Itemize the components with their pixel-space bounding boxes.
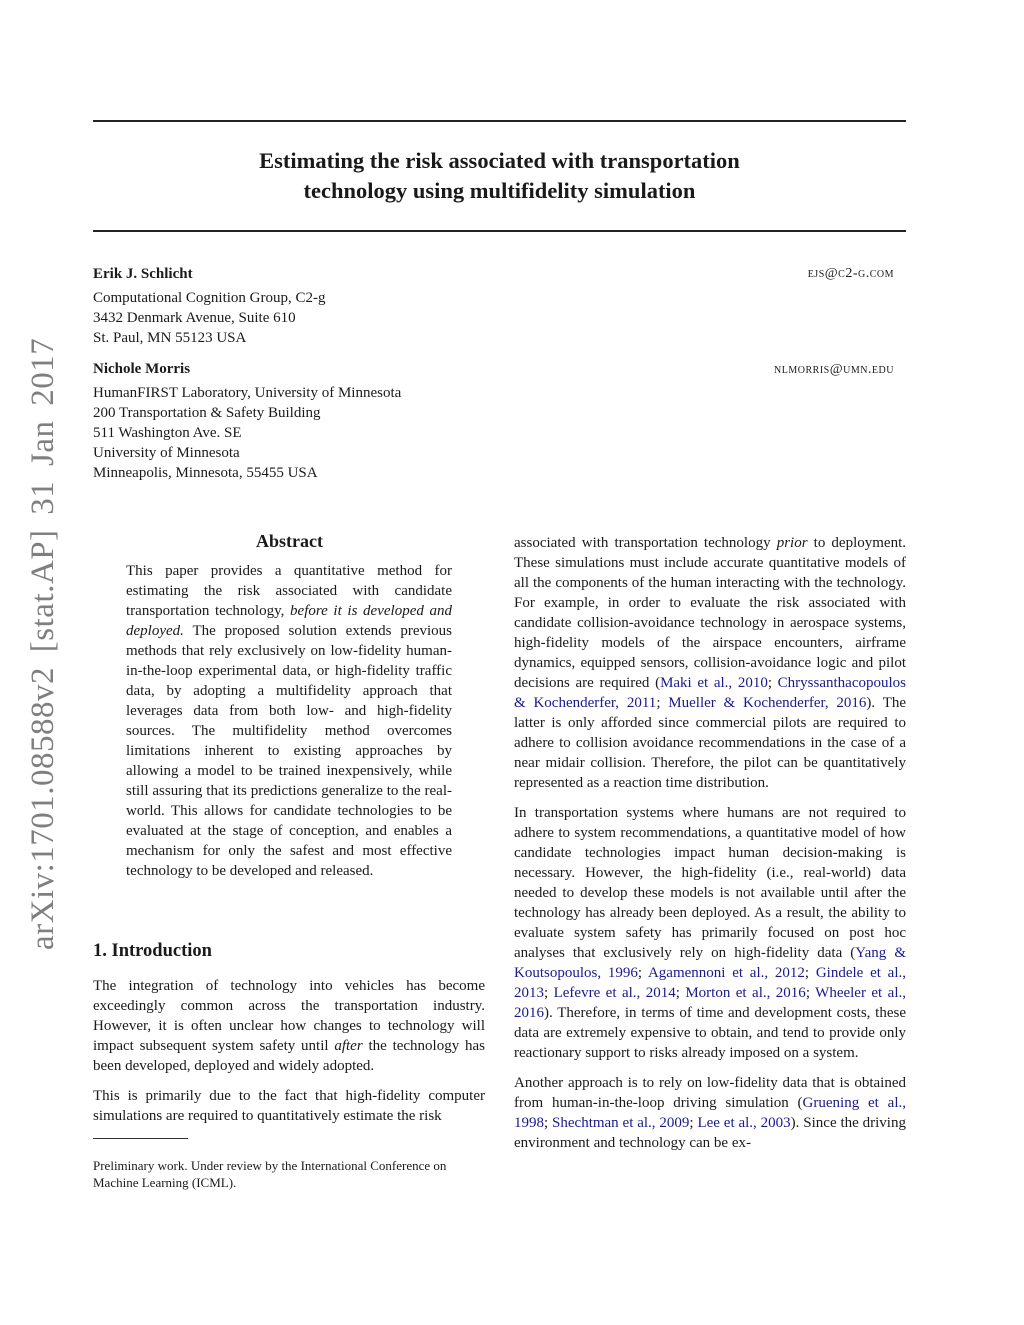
title-bottom-rule (93, 230, 906, 232)
author-2-email: nlmorris@umn.edu (774, 362, 894, 377)
paper-title (93, 146, 906, 206)
arxiv-stamp: arXiv:1701.08588v2 [stat.AP] 31 Jan 2017 (25, 337, 61, 950)
intro-paragraph-1: The integration of technology into vehicles has become exceedingly common across the transportation industry. However, it is often unclear how changes to technology will impact subsequent system safety until after the technology has been developed, deployed and widely adopted. (93, 978, 485, 1074)
right-paragraph-3: Another approach is to rely on low-fidelity data that is obtained from human-in-the-loop driving simulation (Gruening et al., 1998; Shechtman et al., 2009; Lee et al., 2003). Since the driving environment and technology can be ex- (514, 1075, 906, 1151)
right-column-body (514, 533, 906, 1163)
citation-link[interactable]: Maki et al., 2010 (660, 675, 768, 691)
citation-link[interactable]: Morton et al., 2016 (685, 985, 806, 1001)
citation-link[interactable]: Mueller & Kochenderfer, 2016 (668, 695, 867, 711)
author-1-name: Erik J. Schlicht (93, 266, 193, 282)
citation-link[interactable]: Lee et al., 2003 (697, 1115, 791, 1131)
top-rule (93, 120, 906, 122)
title-line-2: technology using multifidelity simulation (303, 178, 696, 203)
intro-paragraph-2: This is primarily due to the fact that high-fidelity computer simulations are required to quantitatively estimate the risk (93, 1088, 485, 1124)
citation-link[interactable]: Wheeler et al., 2016 (514, 985, 906, 1021)
abstract-text: This paper provides a quantitative method for estimating the risk associated with candidate transportation technology, before it is developed and deployed. The proposed solution extends previous methods that rely exclusively on low-fidelity human-in-the-loop experimental data, or high-fidelity traffic data, by adopting a multifidelity approach that leverages data from both low- and high-fidelity sources. The multifidelity method overcomes limitations inherent to existing approaches by allowing a model to be trained inexpensively, while still assuring that its predictions generalize to the real-world. This allows for candidate technologies to be evaluated at the stage of conception, and enables a mechanism for only the safest and most effective technology to be developed and released. (126, 563, 452, 879)
citation-link[interactable]: Lefevre et al., 2014 (553, 985, 676, 1001)
author-1-affiliation: Computational Cognition Group, C2-g 3432 Denmark Avenue, Suite 610 St. Paul, MN 55123 USA (93, 290, 326, 346)
left-column-body (93, 976, 485, 1136)
footnote: Preliminary work. Under review by the International Conference on Machine Learning (ICML). (93, 1158, 447, 1190)
citation-link[interactable]: Gruening et al., 1998 (514, 1095, 906, 1131)
citation-link[interactable]: Gindele et al., 2013 (514, 965, 907, 1001)
citation-link[interactable]: Chryssanthacopoulos & Kochenderfer, 2011 (514, 675, 906, 711)
title-line-1: Estimating the risk associated with transportation (259, 148, 740, 173)
citation-link[interactable]: Yang & Koutsopoulos, 1996 (514, 945, 907, 981)
author-2-affiliation: HumanFIRST Laboratory, University of Minnesota 200 Transportation & Safety Building 511 Washington Ave. SE University of Minnesota Minneapolis, Minnesota, 55455 USA (93, 385, 402, 481)
footnote-rule (93, 1138, 188, 1139)
author-1-email: ejs@c2-g.com (807, 266, 894, 281)
abstract-heading: Abstract (256, 531, 323, 551)
right-paragraph-2: In transportation systems where humans are not required to adhere to system recommendations, a quantitative model of how candidate technologies impact human decision-making is necessary. However, the high-fidelity (i.e., real-world) data needed to develop these models is not available until after the technology has already been deployed. As a result, the ability to evaluate system safety has primarily focused on post hoc analyses that exclusively rely on high-fidelity data (Yang & Koutsopoulos, 1996; Agamennoni et al., 2012; Gindele et al., 2013; Lefevre et al., 2014; Morton et al., 2016; Wheeler et al., 2016). Therefore, in terms of time and development costs, these data are extremely expensive to obtain, and tend to provide only reactionary support to risks already imposed on a system. (514, 805, 907, 1061)
right-paragraph-1: associated with transportation technology prior to deployment. These simulations must include accurate quantitative models of all the components of the human interacting with the technology. For example, in order to evaluate the risk associated with candidate collision-avoidance technology in aerospace systems, high-fidelity models of the airspace encounters, airframe dynamics, equipped sensors, collision-avoidance logic and pilot decisions are required (Maki et al., 2010; Chryssanthacopoulos & Kochenderfer, 2011; Mueller & Kochenderfer, 2016). The latter is only afforded since commercial pilots are required to adhere to collision avoidance recommendations in the case of a near midair collision. Therefore, the pilot can be quantitatively represented as a reaction time distribution. (514, 535, 907, 791)
citation-link[interactable]: Shechtman et al., 2009 (552, 1115, 690, 1131)
citation-link[interactable]: Agamennoni et al., 2012 (647, 965, 805, 981)
author-2-name: Nichole Morris (93, 361, 191, 377)
intro-heading: 1. Introduction (93, 941, 212, 961)
